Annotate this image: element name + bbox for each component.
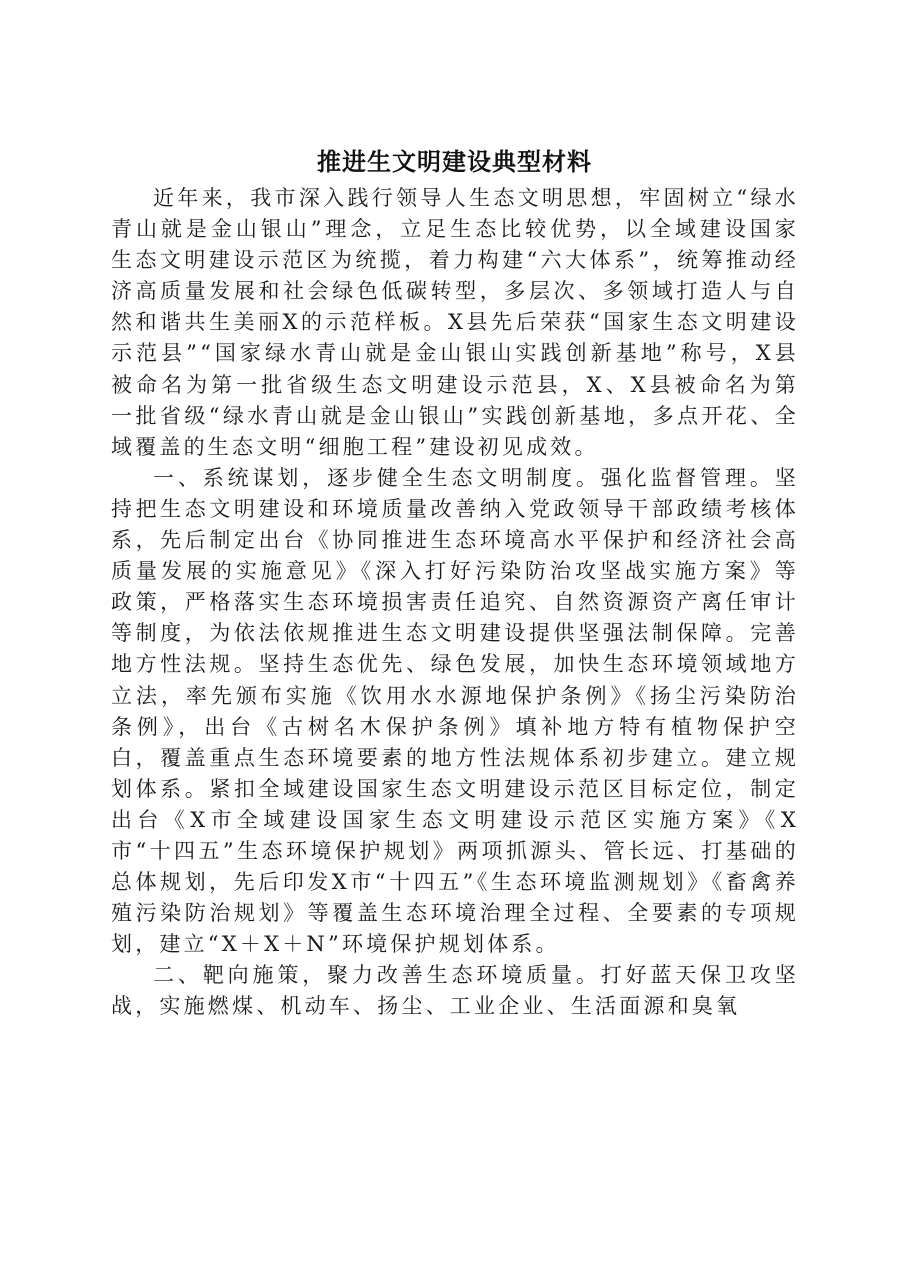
document-title: 推进生文明建设典型材料 xyxy=(317,147,592,176)
paragraph-section-one: 一、系统谋划，逐步健全生态文明制度。强化监督管理。坚持把生态文明建设和环境质量改善纳入党政领导干部政绩考核体系，先后制定出台《协同推进生态环境高水平保护和经济社会高质量发展的实施意见》《深入打好污染防治攻坚战实施方案》等政策，严格落实生态环境损害责任追究、自然资源资产离任审计等制度，为依法依规推进生态文明建设提供坚强法制保障。完善地方性法规。坚持生态优先、绿色发展，加快生态环境领域地方立法，率先颁布实施《饮用水水源地保护条例》《扬尘污染防治条例》，出台《古树名木保护条例》填补地方特有植物保护空白，覆盖重点生态环境要素的地方性法规体系初步建立。建立规划体系。紧扣全域建设国家生态文明建设示范区目标定位，制定出台《X市全域建设国家生态文明建设示范区实施方案》《X市“十四五”生态环境保护规划》两项抓源头、管长远、打基础的总体规划，先后印发X市“十四五”《生态环境监测规划》《畜禽养殖污染防治规划》等覆盖生态环境治理全过程、全要素的专项规划，建立“X＋X＋N”环境保护规划体系。 xyxy=(111,465,799,957)
document-body xyxy=(111,183,799,1023)
paragraph-section-two: 二、靶向施策，聚力改善生态环境质量。打好蓝天保卫攻坚战，实施燃煤、机动车、扬尘、工业企业、生活面源和臭氧 xyxy=(111,963,799,1019)
paragraph-intro: 近年来，我市深入践行领导人生态文明思想，牢固树立“绿水青山就是金山银山”理念，立足生态比较优势，以全域建设国家生态文明建设示范区为统揽，着力构建“六大体系”，统筹推动经济高质量发展和社会绿色低碳转型，多层次、多领域打造人与自然和谐共生美丽X的示范样板。X县先后荣获“国家生态文明建设示范县”“国家绿水青山就是金山银山实践创新基地”称号，X县被命名为第一批省级生态文明建设示范县，X、X县被命名为第一批省级“绿水青山就是金山银山”实践创新基地，多点开花、全域覆盖的生态文明“细胞工程”建设初见成效。 xyxy=(111,186,799,459)
